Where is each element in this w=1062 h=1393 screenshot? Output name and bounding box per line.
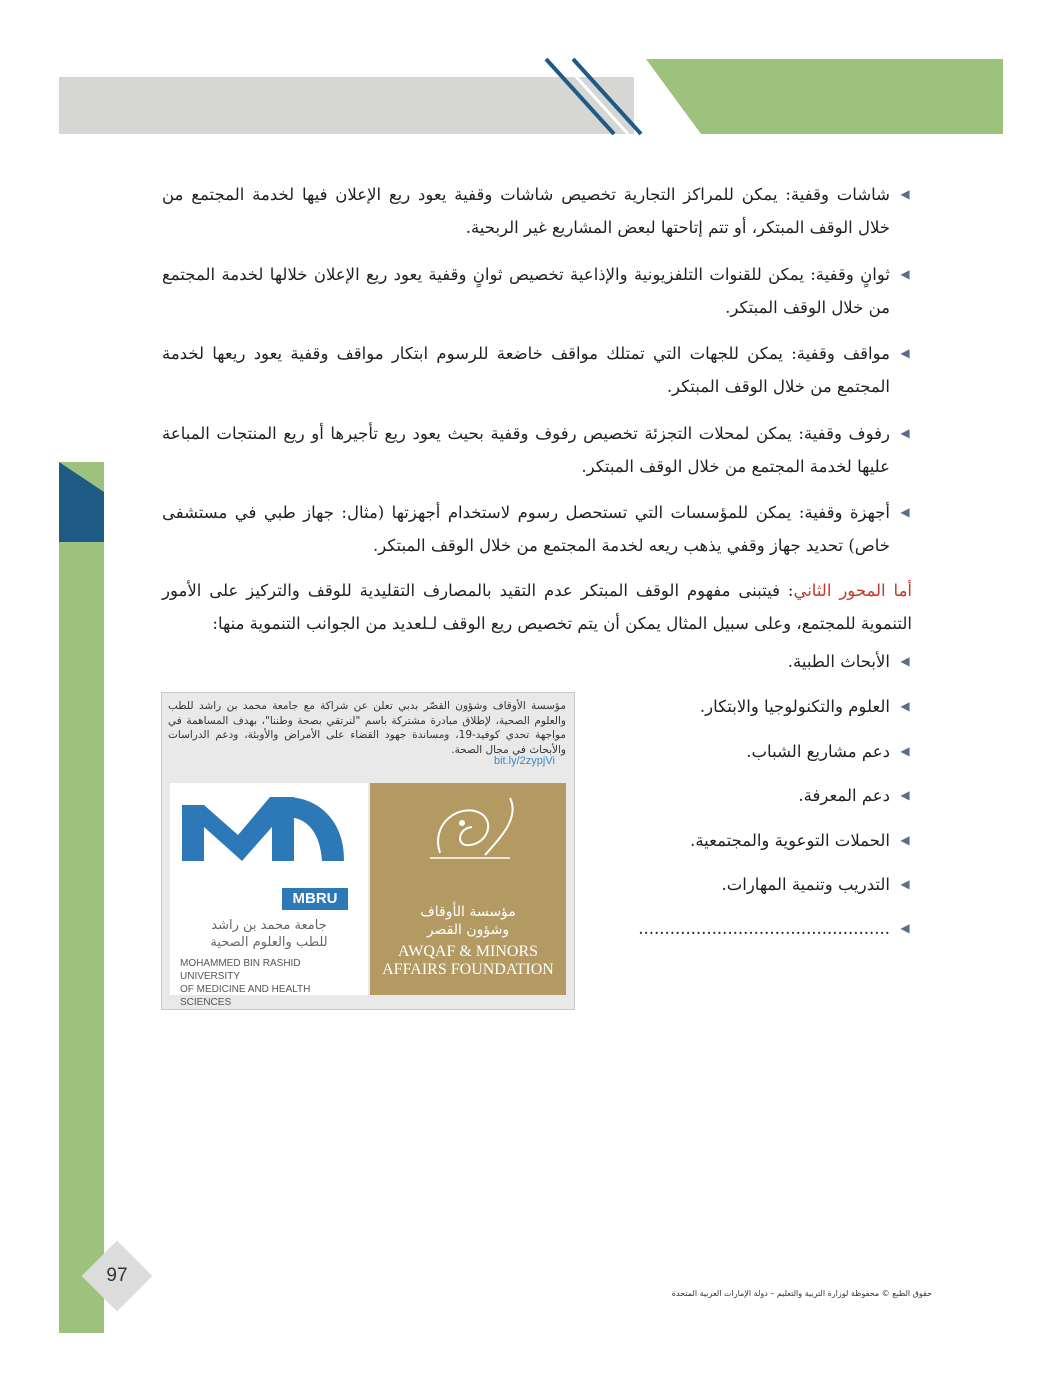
bullet-icon: ◀ [900, 654, 910, 668]
bullet-icon: ◀ [900, 833, 910, 847]
awqaf-arabic-name: مؤسسة الأوقاف وشؤون القصر [420, 904, 516, 938]
bullet-paragraph: ◀ ثوانٍ وقفية: يمكن للقنوات التلفزيونية والإذاعية تخصيص ثوانٍ وقفية يعود ريع الإعلان خلالها لخدمة المجتمع من خلال الوقف المبتكر. [162, 258, 912, 324]
list-item: ◀ العلوم والتكنولوجيا والابتكار. [700, 690, 912, 723]
page-number-badge [82, 1241, 152, 1311]
list-item: ◀ دعم المعرفة. [798, 779, 912, 812]
bullet-icon: ◀ [900, 921, 910, 935]
awqaf-calligraphy-icon [370, 783, 566, 893]
list-item: ◀ الحملات التوعوية والمجتمعية. [690, 824, 912, 857]
mbru-logo [170, 783, 368, 1008]
awqaf-logo [370, 783, 566, 995]
bullet-icon: ◀ [900, 505, 910, 519]
awqaf-english-name: AWQAF & MINORS AFFAIRS FOUNDATION [382, 943, 554, 978]
list-item: ◀ دعم مشاريع الشباب. [746, 735, 912, 768]
axis-text: : فيتبنى مفهوم الوقف المبتكر عدم التقيد بالمصارف التقليدية للوقف والتركيز على الأمور التنموية للمجتمع، وعلى سبيل المثال يمكن أن يتم تخصيص ريع الوقف لـلعديد من الجوانب التنموية منها: [162, 581, 912, 633]
bullet-icon: ◀ [900, 346, 910, 360]
header-stripes [0, 0, 1062, 140]
mbru-badge: MBRU [282, 888, 348, 910]
bullet-paragraph: ◀ رفوف وقفية: يمكن لمحلات التجزئة تخصيص رفوف وقفية بحيث يعود ريع تأجيرها أو ريع المنتجات المباعة عليها لخدمة المجتمع من خلال الوقف المبتكر. [162, 417, 912, 483]
bullet-icon: ◀ [900, 699, 910, 713]
axis-label: أما المحور الثاني [793, 581, 912, 600]
bullet-icon: ◀ [900, 187, 910, 201]
copyright-footer: حقوق الطبع © محفوظة لوزارة التربية والتعليم – دولة الإمارات العربية المتحدة [671, 1289, 932, 1298]
bullet-icon: ◀ [900, 788, 910, 802]
bullet-paragraph: ◀ شاشات وقفية: يمكن للمراكز التجارية تخصيص شاشات وقفية يعود ريع الإعلان فيها لخدمة المجتمع من خلال الوقف المبتكر، أو تتم إتاحتها لبعض المشاريع غير الربحية. [162, 178, 912, 244]
bullet-icon: ◀ [900, 267, 910, 281]
axis-paragraph [162, 574, 912, 640]
mbru-english-name: MOHAMMED BIN RASHID UNIVERSITY OF MEDICINE AND HEALTH SCIENCES [180, 958, 311, 1008]
list-item: ◀ التدريب وتنمية المهارات. [721, 868, 912, 901]
bullet-icon: ◀ [900, 744, 910, 758]
bullet-paragraph: ◀ مواقف وقفية: يمكن للجهات التي تمتلك مواقف خاضعة للرسوم ابتكار مواقف وقفية يعود ريعها لخدمة المجتمع من خلال الوقف المبتكر. [162, 337, 912, 403]
mbru-mark-icon [170, 783, 368, 893]
bullet-paragraph: ◀ أجهزة وقفية: يمكن للمؤسسات التي تستحصل رسوم لاستخدام أجهزتها (مثال: جهاز طبي في مستشفى خاص) تحديد جهاز وقفي يذهب ريعه لخدمة المجتمع من خلال الوقف المبتكر. [162, 496, 912, 562]
mbru-arabic-name: جامعة محمد بن راشد للطب والعلوم الصحية [210, 918, 328, 950]
list-item-blank: ◀ ................................................ [638, 912, 912, 945]
bullet-icon: ◀ [900, 877, 910, 891]
news-link[interactable]: bit.ly/2zypjVi [494, 755, 555, 767]
bullet-icon: ◀ [900, 426, 910, 440]
list-item: ◀ الأبحاث الطبية. [788, 645, 912, 678]
partnership-news-box [161, 692, 575, 1010]
left-green-bar [59, 462, 104, 1333]
news-text: مؤسسة الأوقاف وشؤون القصّر بدبي تعلن عن شراكة مع جامعة محمد بن راشد للطب والعلوم الصحية، لإطلاق مبادرة مشتركة باسم "لنرتقي بصحة وطننا"، بهدف المساهمة في مواجهة تحدي كوفيد-19، ومساندة جهود القضاء على الأمراض والأوبئة، ودعم الدراسات والأبحاث في مجال الصحة. [168, 700, 566, 756]
page-number: 97 [106, 1265, 128, 1286]
